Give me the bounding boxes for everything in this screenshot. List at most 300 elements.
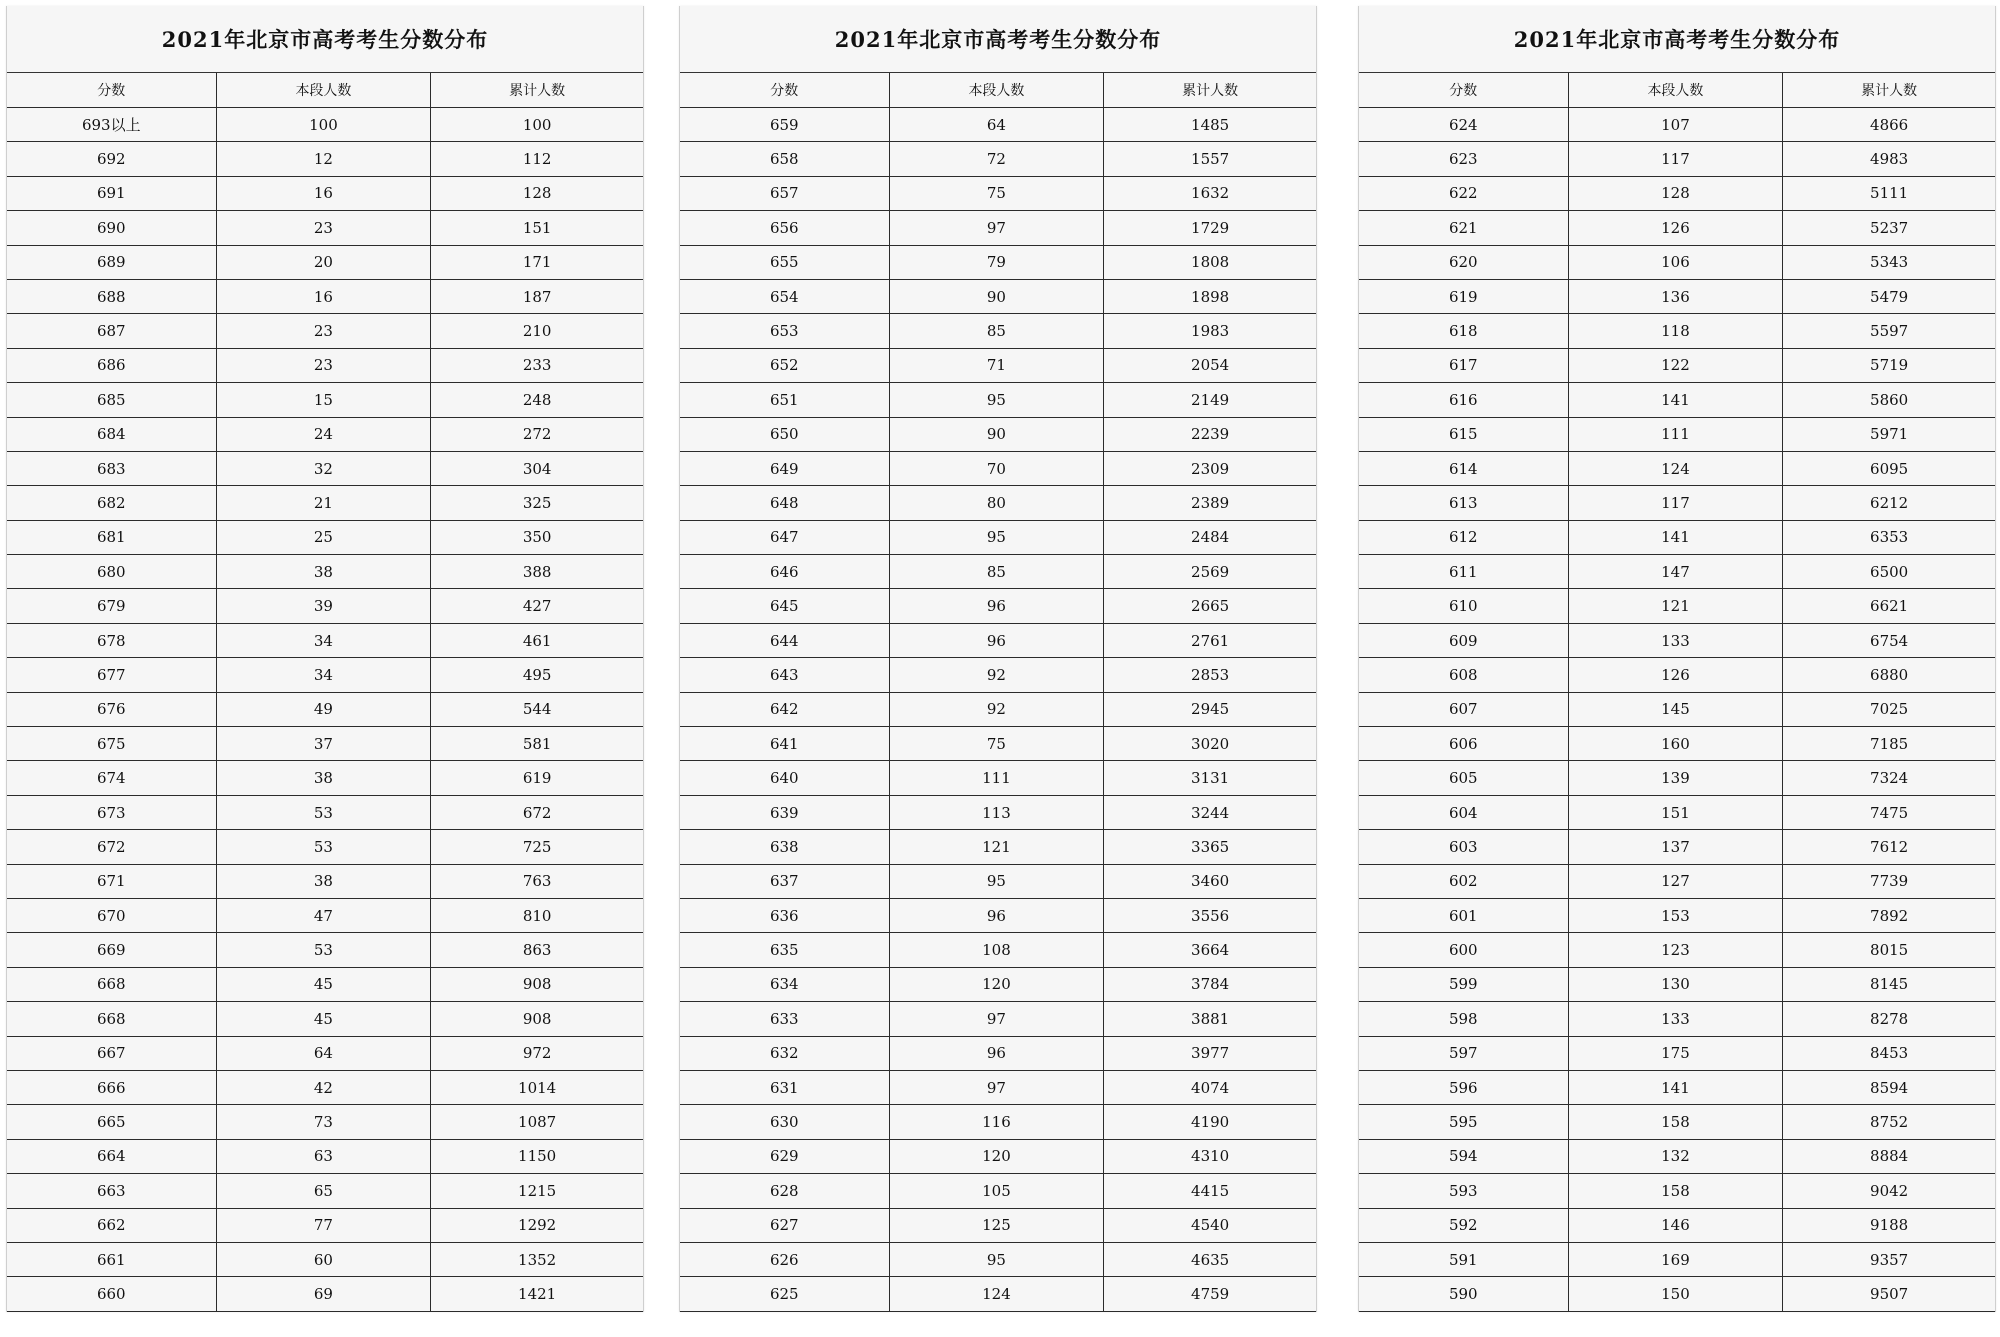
- header-cumulative-count: 累计人数: [1104, 73, 1316, 108]
- segment-count-cell: 96: [889, 623, 1104, 657]
- score-table: [7, 73, 643, 1312]
- table-row: [680, 555, 1316, 589]
- segment-count-cell: 32: [216, 451, 431, 485]
- score-cell: 608: [1359, 658, 1568, 692]
- table-row: [680, 830, 1316, 864]
- table-row: [7, 1002, 643, 1036]
- score-cell: 681: [7, 520, 216, 554]
- score-cell: 625: [680, 1277, 889, 1311]
- score-cell: 657: [680, 176, 889, 210]
- cumulative-count-cell: 388: [431, 555, 643, 589]
- cumulative-count-cell: 4759: [1104, 1277, 1316, 1311]
- cumulative-count-cell: 863: [431, 933, 643, 967]
- table-row: [1359, 795, 1995, 829]
- cumulative-count-cell: 1421: [431, 1277, 643, 1311]
- cumulative-count-cell: 4190: [1104, 1105, 1316, 1139]
- score-cell: 594: [1359, 1139, 1568, 1173]
- segment-count-cell: 108: [889, 933, 1104, 967]
- score-cell: 654: [680, 279, 889, 313]
- score-cell: 598: [1359, 1002, 1568, 1036]
- segment-count-cell: 147: [1568, 555, 1783, 589]
- header-row: [1359, 73, 1995, 108]
- table-row: [680, 520, 1316, 554]
- segment-count-cell: 77: [216, 1208, 431, 1242]
- segment-count-cell: 153: [1568, 898, 1783, 932]
- segment-count-cell: 75: [889, 176, 1104, 210]
- cumulative-count-cell: 6621: [1783, 589, 1995, 623]
- cumulative-count-cell: 544: [431, 692, 643, 726]
- score-cell: 662: [7, 1208, 216, 1242]
- segment-count-cell: 73: [216, 1105, 431, 1139]
- score-cell: 671: [7, 864, 216, 898]
- score-cell: 660: [7, 1277, 216, 1311]
- table-title: 2021年北京市高考考生分数分布: [7, 6, 643, 73]
- score-cell: 644: [680, 623, 889, 657]
- table-row: [1359, 1139, 1995, 1173]
- cumulative-count-cell: 8453: [1783, 1036, 1995, 1070]
- header-segment-count: 本段人数: [889, 73, 1104, 108]
- score-cell: 612: [1359, 520, 1568, 554]
- cumulative-count-cell: 6212: [1783, 486, 1995, 520]
- score-cell: 682: [7, 486, 216, 520]
- table-row: [680, 623, 1316, 657]
- segment-count-cell: 16: [216, 176, 431, 210]
- score-cell: 673: [7, 795, 216, 829]
- score-cell: 663: [7, 1174, 216, 1208]
- table-row: [680, 658, 1316, 692]
- table-row: [1359, 761, 1995, 795]
- table-row: [7, 348, 643, 382]
- score-cell: 668: [7, 967, 216, 1001]
- table-row: [680, 1242, 1316, 1276]
- cumulative-count-cell: 4310: [1104, 1139, 1316, 1173]
- segment-count-cell: 95: [889, 864, 1104, 898]
- cumulative-count-cell: 495: [431, 658, 643, 692]
- segment-count-cell: 65: [216, 1174, 431, 1208]
- segment-count-cell: 38: [216, 761, 431, 795]
- segment-count-cell: 90: [889, 417, 1104, 451]
- cumulative-count-cell: 5111: [1783, 176, 1995, 210]
- cumulative-count-cell: 427: [431, 589, 643, 623]
- score-cell: 610: [1359, 589, 1568, 623]
- table-row: [680, 486, 1316, 520]
- score-cell: 648: [680, 486, 889, 520]
- table-row: [1359, 451, 1995, 485]
- cumulative-count-cell: 4415: [1104, 1174, 1316, 1208]
- table-row: [680, 898, 1316, 932]
- segment-count-cell: 116: [889, 1105, 1104, 1139]
- score-cell: 640: [680, 761, 889, 795]
- score-cell: 630: [680, 1105, 889, 1139]
- score-cell: 675: [7, 727, 216, 761]
- cumulative-count-cell: 210: [431, 314, 643, 348]
- cumulative-count-cell: 248: [431, 383, 643, 417]
- score-cell: 646: [680, 555, 889, 589]
- table-row: [1359, 1277, 1995, 1311]
- table-row: [7, 1174, 643, 1208]
- segment-count-cell: 145: [1568, 692, 1783, 726]
- cumulative-count-cell: 1352: [431, 1242, 643, 1276]
- segment-count-cell: 79: [889, 245, 1104, 279]
- cumulative-count-cell: 1485: [1104, 108, 1316, 142]
- segment-count-cell: 106: [1568, 245, 1783, 279]
- header-row: [680, 73, 1316, 108]
- segment-count-cell: 133: [1568, 1002, 1783, 1036]
- segment-count-cell: 124: [1568, 451, 1783, 485]
- score-cell: 691: [7, 176, 216, 210]
- cumulative-count-cell: 8884: [1783, 1139, 1995, 1173]
- segment-count-cell: 133: [1568, 623, 1783, 657]
- table-row: [680, 176, 1316, 210]
- score-cell: 616: [1359, 383, 1568, 417]
- score-cell: 666: [7, 1070, 216, 1104]
- score-cell: 622: [1359, 176, 1568, 210]
- table-row: [7, 520, 643, 554]
- segment-count-cell: 97: [889, 211, 1104, 245]
- segment-count-cell: 151: [1568, 795, 1783, 829]
- segment-count-cell: 136: [1568, 279, 1783, 313]
- cumulative-count-cell: 1150: [431, 1139, 643, 1173]
- score-cell: 667: [7, 1036, 216, 1070]
- table-row: [680, 211, 1316, 245]
- cumulative-count-cell: 350: [431, 520, 643, 554]
- score-cell: 623: [1359, 142, 1568, 176]
- score-cell: 611: [1359, 555, 1568, 589]
- cumulative-count-cell: 3881: [1104, 1002, 1316, 1036]
- segment-count-cell: 158: [1568, 1105, 1783, 1139]
- score-cell: 634: [680, 967, 889, 1001]
- cumulative-count-cell: 112: [431, 142, 643, 176]
- table-row: [1359, 142, 1995, 176]
- cumulative-count-cell: 1557: [1104, 142, 1316, 176]
- score-cell: 638: [680, 830, 889, 864]
- table-row: [1359, 383, 1995, 417]
- cumulative-count-cell: 1215: [431, 1174, 643, 1208]
- table-row: [680, 1208, 1316, 1242]
- segment-count-cell: 137: [1568, 830, 1783, 864]
- score-cell: 606: [1359, 727, 1568, 761]
- cumulative-count-cell: 128: [431, 176, 643, 210]
- segment-count-cell: 38: [216, 555, 431, 589]
- segment-count-cell: 80: [889, 486, 1104, 520]
- table-row: [680, 1105, 1316, 1139]
- segment-count-cell: 111: [1568, 417, 1783, 451]
- segment-count-cell: 128: [1568, 176, 1783, 210]
- score-cell: 690: [7, 211, 216, 245]
- score-cell: 639: [680, 795, 889, 829]
- cumulative-count-cell: 908: [431, 967, 643, 1001]
- segment-count-cell: 63: [216, 1139, 431, 1173]
- score-cell: 677: [7, 658, 216, 692]
- cumulative-count-cell: 2761: [1104, 623, 1316, 657]
- segment-count-cell: 23: [216, 348, 431, 382]
- table-row: [1359, 1105, 1995, 1139]
- table-row: [1359, 1070, 1995, 1104]
- segment-count-cell: 42: [216, 1070, 431, 1104]
- cumulative-count-cell: 100: [431, 108, 643, 142]
- segment-count-cell: 130: [1568, 967, 1783, 1001]
- segment-count-cell: 126: [1568, 658, 1783, 692]
- table-row: [7, 451, 643, 485]
- cumulative-count-cell: 2665: [1104, 589, 1316, 623]
- table-row: [680, 108, 1316, 142]
- table-row: [680, 142, 1316, 176]
- score-cell: 596: [1359, 1070, 1568, 1104]
- segment-count-cell: 38: [216, 864, 431, 898]
- table-row: [1359, 1002, 1995, 1036]
- segment-count-cell: 175: [1568, 1036, 1783, 1070]
- score-cell: 617: [1359, 348, 1568, 382]
- cumulative-count-cell: 2945: [1104, 692, 1316, 726]
- score-cell: 618: [1359, 314, 1568, 348]
- cumulative-count-cell: 325: [431, 486, 643, 520]
- segment-count-cell: 141: [1568, 383, 1783, 417]
- segment-count-cell: 71: [889, 348, 1104, 382]
- table-row: [680, 314, 1316, 348]
- cumulative-count-cell: 7739: [1783, 864, 1995, 898]
- table-row: [7, 864, 643, 898]
- cumulative-count-cell: 8278: [1783, 1002, 1995, 1036]
- segment-count-cell: 160: [1568, 727, 1783, 761]
- header-segment-count: 本段人数: [216, 73, 431, 108]
- score-cell: 605: [1359, 761, 1568, 795]
- segment-count-cell: 24: [216, 417, 431, 451]
- cumulative-count-cell: 5971: [1783, 417, 1995, 451]
- score-table: [680, 73, 1316, 1312]
- table-row: [680, 589, 1316, 623]
- table-row: [7, 658, 643, 692]
- table-row: [7, 245, 643, 279]
- segment-count-cell: 125: [889, 1208, 1104, 1242]
- cumulative-count-cell: 5597: [1783, 314, 1995, 348]
- score-cell: 658: [680, 142, 889, 176]
- table-title: 2021年北京市高考考生分数分布: [1359, 6, 1995, 73]
- table-row: [680, 1070, 1316, 1104]
- score-table: [1359, 73, 1995, 1312]
- table-row: [1359, 830, 1995, 864]
- segment-count-cell: 47: [216, 898, 431, 932]
- table-row: [1359, 176, 1995, 210]
- segment-count-cell: 34: [216, 658, 431, 692]
- segment-count-cell: 96: [889, 898, 1104, 932]
- segment-count-cell: 90: [889, 279, 1104, 313]
- table-row: [1359, 658, 1995, 692]
- table-row: [7, 898, 643, 932]
- cumulative-count-cell: 272: [431, 417, 643, 451]
- score-cell: 688: [7, 279, 216, 313]
- cumulative-count-cell: 581: [431, 727, 643, 761]
- score-cell: 599: [1359, 967, 1568, 1001]
- cumulative-count-cell: 7612: [1783, 830, 1995, 864]
- cumulative-count-cell: 5719: [1783, 348, 1995, 382]
- cumulative-count-cell: 2569: [1104, 555, 1316, 589]
- table-row: [7, 761, 643, 795]
- table-row: [680, 761, 1316, 795]
- table-row: [7, 795, 643, 829]
- table-row: [680, 1277, 1316, 1311]
- score-cell: 637: [680, 864, 889, 898]
- cumulative-count-cell: 1729: [1104, 211, 1316, 245]
- table-row: [1359, 555, 1995, 589]
- score-cell: 624: [1359, 108, 1568, 142]
- table-row: [680, 795, 1316, 829]
- table-row: [1359, 1208, 1995, 1242]
- score-cell: 685: [7, 383, 216, 417]
- score-cell: 632: [680, 1036, 889, 1070]
- cumulative-count-cell: 6500: [1783, 555, 1995, 589]
- cumulative-count-cell: 3784: [1104, 967, 1316, 1001]
- cumulative-count-cell: 233: [431, 348, 643, 382]
- score-cell: 642: [680, 692, 889, 726]
- score-cell: 620: [1359, 245, 1568, 279]
- segment-count-cell: 111: [889, 761, 1104, 795]
- segment-count-cell: 117: [1568, 142, 1783, 176]
- score-cell: 593: [1359, 1174, 1568, 1208]
- table-row: [680, 864, 1316, 898]
- cumulative-count-cell: 7892: [1783, 898, 1995, 932]
- cumulative-count-cell: 2149: [1104, 383, 1316, 417]
- score-cell: 661: [7, 1242, 216, 1276]
- header-score: 分数: [680, 73, 889, 108]
- table-row: [7, 1105, 643, 1139]
- cumulative-count-cell: 1292: [431, 1208, 643, 1242]
- segment-count-cell: 139: [1568, 761, 1783, 795]
- segment-count-cell: 95: [889, 383, 1104, 417]
- segment-count-cell: 64: [889, 108, 1104, 142]
- header-score: 分数: [7, 73, 216, 108]
- segment-count-cell: 146: [1568, 1208, 1783, 1242]
- segment-count-cell: 95: [889, 1242, 1104, 1276]
- score-cell: 670: [7, 898, 216, 932]
- table-row: [1359, 967, 1995, 1001]
- score-cell: 656: [680, 211, 889, 245]
- cumulative-count-cell: 9042: [1783, 1174, 1995, 1208]
- header-score: 分数: [1359, 73, 1568, 108]
- table-row: [680, 1174, 1316, 1208]
- cumulative-count-cell: 171: [431, 245, 643, 279]
- table-row: [680, 279, 1316, 313]
- table-row: [680, 245, 1316, 279]
- cumulative-count-cell: 9188: [1783, 1208, 1995, 1242]
- score-cell: 668: [7, 1002, 216, 1036]
- segment-count-cell: 105: [889, 1174, 1104, 1208]
- score-cell: 636: [680, 898, 889, 932]
- score-cell: 645: [680, 589, 889, 623]
- table-row: [1359, 727, 1995, 761]
- cumulative-count-cell: 6880: [1783, 658, 1995, 692]
- segment-count-cell: 121: [1568, 589, 1783, 623]
- cumulative-count-cell: 7475: [1783, 795, 1995, 829]
- cumulative-count-cell: 672: [431, 795, 643, 829]
- score-cell: 643: [680, 658, 889, 692]
- segment-count-cell: 45: [216, 1002, 431, 1036]
- cumulative-count-cell: 1632: [1104, 176, 1316, 210]
- segment-count-cell: 150: [1568, 1277, 1783, 1311]
- segment-count-cell: 118: [1568, 314, 1783, 348]
- segment-count-cell: 96: [889, 589, 1104, 623]
- cumulative-count-cell: 2239: [1104, 417, 1316, 451]
- score-table-panel-2: [679, 6, 1317, 1312]
- cumulative-count-cell: 972: [431, 1036, 643, 1070]
- segment-count-cell: 34: [216, 623, 431, 657]
- score-cell: 626: [680, 1242, 889, 1276]
- score-cell: 601: [1359, 898, 1568, 932]
- table-row: [1359, 933, 1995, 967]
- cumulative-count-cell: 9507: [1783, 1277, 1995, 1311]
- score-cell: 602: [1359, 864, 1568, 898]
- score-cell: 604: [1359, 795, 1568, 829]
- segment-count-cell: 20: [216, 245, 431, 279]
- table-row: [7, 1070, 643, 1104]
- segment-count-cell: 64: [216, 1036, 431, 1070]
- segment-count-cell: 122: [1568, 348, 1783, 382]
- score-cell: 647: [680, 520, 889, 554]
- score-cell: 672: [7, 830, 216, 864]
- table-row: [680, 967, 1316, 1001]
- table-row: [7, 967, 643, 1001]
- table-row: [680, 1002, 1316, 1036]
- cumulative-count-cell: 6095: [1783, 451, 1995, 485]
- cumulative-count-cell: 3664: [1104, 933, 1316, 967]
- segment-count-cell: 16: [216, 279, 431, 313]
- header-row: [7, 73, 643, 108]
- table-row: [7, 314, 643, 348]
- segment-count-cell: 113: [889, 795, 1104, 829]
- cumulative-count-cell: 3020: [1104, 727, 1316, 761]
- score-cell: 684: [7, 417, 216, 451]
- cumulative-count-cell: 810: [431, 898, 643, 932]
- score-cell: 615: [1359, 417, 1568, 451]
- segment-count-cell: 127: [1568, 864, 1783, 898]
- segment-count-cell: 124: [889, 1277, 1104, 1311]
- cumulative-count-cell: 1983: [1104, 314, 1316, 348]
- table-row: [680, 692, 1316, 726]
- score-cell: 609: [1359, 623, 1568, 657]
- segment-count-cell: 95: [889, 520, 1104, 554]
- cumulative-count-cell: 1087: [431, 1105, 643, 1139]
- table-row: [1359, 245, 1995, 279]
- segment-count-cell: 169: [1568, 1242, 1783, 1276]
- table-row: [7, 279, 643, 313]
- header-cumulative-count: 累计人数: [1783, 73, 1995, 108]
- score-cell: 590: [1359, 1277, 1568, 1311]
- score-cell: 674: [7, 761, 216, 795]
- table-row: [7, 830, 643, 864]
- segment-count-cell: 120: [889, 967, 1104, 1001]
- cumulative-count-cell: 3460: [1104, 864, 1316, 898]
- segment-count-cell: 126: [1568, 211, 1783, 245]
- cumulative-count-cell: 6754: [1783, 623, 1995, 657]
- score-cell: 592: [1359, 1208, 1568, 1242]
- segment-count-cell: 100: [216, 108, 431, 142]
- cumulative-count-cell: 8145: [1783, 967, 1995, 1001]
- score-cell: 683: [7, 451, 216, 485]
- cumulative-count-cell: 5343: [1783, 245, 1995, 279]
- cumulative-count-cell: 3131: [1104, 761, 1316, 795]
- cumulative-count-cell: 619: [431, 761, 643, 795]
- cumulative-count-cell: 8752: [1783, 1105, 1995, 1139]
- segment-count-cell: 72: [889, 142, 1104, 176]
- cumulative-count-cell: 4866: [1783, 108, 1995, 142]
- cumulative-count-cell: 151: [431, 211, 643, 245]
- table-row: [1359, 520, 1995, 554]
- segment-count-cell: 132: [1568, 1139, 1783, 1173]
- score-cell: 693以上: [7, 108, 216, 142]
- table-row: [1359, 692, 1995, 726]
- segment-count-cell: 39: [216, 589, 431, 623]
- table-row: [1359, 623, 1995, 657]
- header-cumulative-count: 累计人数: [431, 73, 643, 108]
